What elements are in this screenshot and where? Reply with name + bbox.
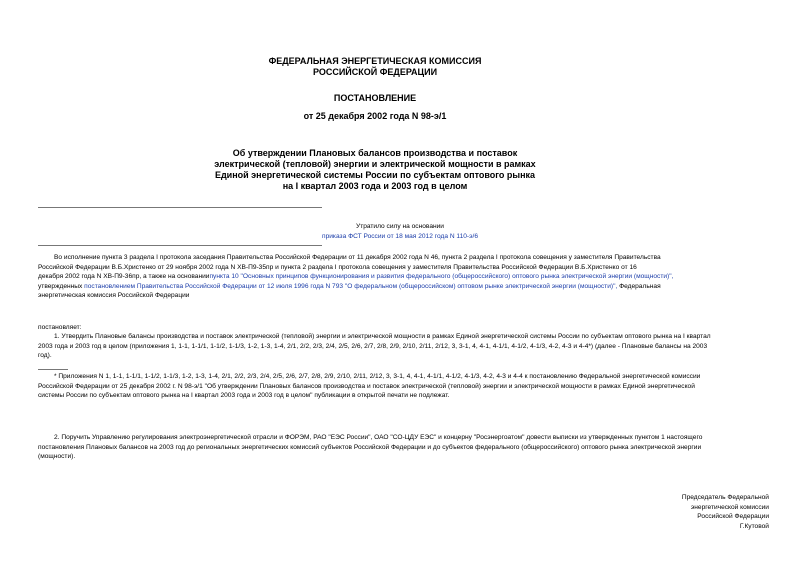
doc-type: ПОСТАНОВЛЕНИЕ — [333, 93, 417, 103]
doc-title — [175, 148, 575, 192]
title-line-4: на I квартал 2003 года и 2003 год в целом — [282, 181, 468, 191]
principles-link[interactable]: пункта 10 "Основных принципов функционирования и развития федерального (общероссийского) оптового рынка электрической энергии (мощности)", — [209, 273, 674, 281]
title-line-1: Об утверждении Плановых балансов производства и поставок — [232, 148, 518, 158]
signature-name: Г.Кутовой — [739, 522, 769, 530]
item-2-line-3: (мощности). — [38, 453, 76, 461]
preamble-line-4: утвержденных — [38, 282, 83, 290]
footnote-line-3: системы России по субъектам оптового рынка на I квартал 2003 года и 2003 год в целом" публикации в открытой печати не подлежат. — [38, 392, 450, 400]
signature-line-2: энергетической комиссии — [690, 503, 769, 511]
signature-line-3: Российской Федерации — [697, 513, 769, 521]
agency-line-1: ФЕДЕРАЛЬНАЯ ЭНЕРГЕТИЧЕСКАЯ КОМИССИЯ — [268, 56, 482, 66]
preamble-line-4-tail: Федеральная — [619, 282, 661, 290]
divider-top — [38, 207, 322, 208]
item-2-line-1: 2. Поручить Управлению регулирования электроэнергетической отрасли и ФОРЭМ, РАО "ЕЭС России", ОАО "СО-ЦДУ ЕЭС" и концерну "Росэнергоатом" довести выписки из утвержденных пунктом 1 настоящего — [54, 434, 703, 441]
agency-name — [200, 56, 550, 78]
item-1 — [38, 332, 780, 361]
item-2-line-2: постановления Плановых балансов на 2003 год до региональных энергетических комиссий субъектов Российской Федерации и до субъектов федерального (общероссийского) оптового рынка электрической энергии — [38, 443, 702, 451]
title-line-3: Единой энергетической системы России по субъектам оптового рынка — [214, 170, 536, 180]
item-2 — [38, 433, 780, 462]
resolves-text: постановляет: — [38, 324, 82, 331]
footnote-line-2: Российской Федерации от 25 декабря 2002 г. N 98-э/1 "Об утверждении Плановых балансов производства и поставок электрической (тепловой) энергии и электрической мощности в рамках Единой энергетической — [38, 382, 695, 390]
preamble — [38, 253, 780, 301]
government-decree-link[interactable]: постановлением Правительства Российской Федерации от 12 июля 1996 года N 793 "О федеральном (общероссийском) оптовом рынке электрической энергии (мощности)", — [84, 282, 618, 290]
title-line-2: электрической (тепловой) энергии и электрической мощности в рамках — [214, 159, 536, 169]
item-1-line-1: 1. Утвердить Плановые балансы производства и поставок электрической (тепловой) энергии и электрической мощности в рамках Единой энергетической системы России по субъектам оптового рынка на I квартал — [54, 333, 711, 340]
preamble-line-3: декабря 2002 года N ХВ-П9-36пр, а также на основании — [38, 273, 210, 281]
status-link[interactable]: приказа ФСТ России от 18 мая 2012 года N 110-э/6 — [322, 232, 478, 240]
footnote-divider — [38, 369, 68, 370]
item-1-line-2: 2003 года и 2003 год в целом (приложения 1, 1-1, 1-1/1, 1-1/2, 1-1/3, 1-2, 1-3, 1-4, 2/1, 2/2, 2/3, 2/4, 2/5, 2/6, 2/7, 2/8, 2/9, 2/10, 2/11, 2/12, 3, 3-1, 4, 4-1, 4-1/1, 4-1/2, 4-1/3, 4-2, 4-3 и 4-4*) (далее - Плановые балансы на 2003 — [38, 342, 708, 350]
footnote — [38, 372, 780, 401]
agency-line-2: РОССИЙСКОЙ ФЕДЕРАЦИИ — [312, 67, 438, 77]
footnote-line-1: * Приложения N 1, 1-1, 1-1/1, 1-1/2, 1-1/3, 1-2, 1-3, 1-4, 2/1, 2/2, 2/3, 2/4, 2/5, 2/6, 2/7, 2/8, 2/9, 2/10, 2/11, 2/12, 3, 3-1, 4, 4-1, 4-1/1, 4-1/2, 4-1/3, 4-2, 4-3 и 4-4 к постановлению Федеральной энергетической комиссии — [54, 373, 701, 380]
doc-date: от 25 декабря 2002 года N 98-э/1 — [303, 111, 447, 121]
preamble-line-2: Российской Федерации В.Б.Христенко от 29 ноября 2002 года N ХВ-П9-35пр и пункта 2 раздела I протокола совещения у заместителя Правительства Российской Федерации В.Б.Христенко от 16 — [38, 263, 637, 271]
preamble-line-5: энергетическая комиссия Российской Федерации — [38, 292, 190, 300]
divider-bottom — [38, 245, 322, 246]
status-text: Утратило силу на основании — [356, 223, 444, 230]
status-block — [300, 222, 500, 241]
signature-block — [682, 493, 769, 531]
item-1-line-3: год). — [38, 352, 52, 360]
preamble-line-1: Во исполнение пункта 3 раздела I протокола заседания Правительства Российской Федерации от 11 декабря 2002 года N 46, пункта 2 раздела I протокола совещения у заместителя Правительства — [54, 254, 661, 261]
signature-line-1: Председатель Федеральной — [681, 494, 769, 501]
